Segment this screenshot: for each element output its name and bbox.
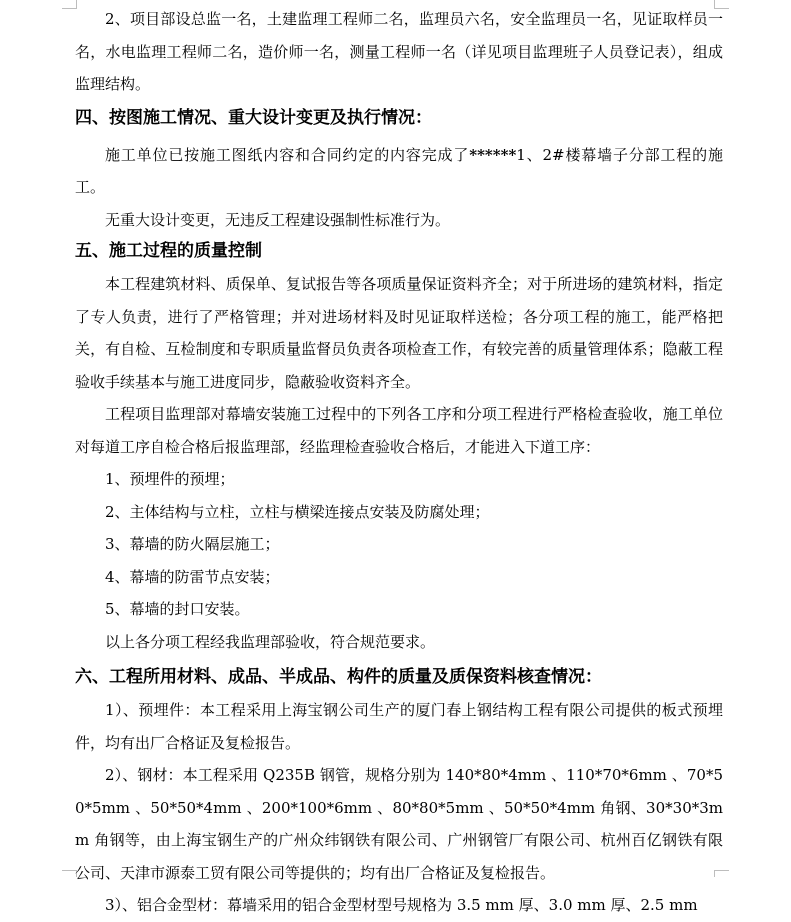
list-item: 2、主体结构与立柱，立柱与横梁连接点安装及防腐处理；	[105, 502, 490, 521]
paragraph-steel: 2）、钢材：本工程采用 Q235B 钢管，规格分别为 140*80*4mm 、110*70*6mm 、70*50*5mm 、50*50*4mm 、200*100*6mm 、80*80*5mm 、50*50*4mm 角钢、30*30*3mm 角钢等，由上海宝钢生产的广州众纬钢铁有限公司、广州钢管厂有限公司、杭州百亿钢铁有限公司、天津市源泰工贸有限公司等提供的；均有出厂合格证及复检报告。	[75, 766, 723, 882]
heading-section-4: 四、按图施工情况、重大设计变更及执行情况：	[75, 107, 432, 128]
paragraph-inspection-process: 工程项目监理部对幕墙安装施工过程中的下列各工序和分项工程进行严格检查验收，施工单位对每道工序自检合格后报监理部，经监理检查验收合格后，才能进入下道工序：	[75, 405, 723, 456]
construction-complete-suffix: 1、2#楼幕墙子分部工程的施工。	[75, 145, 723, 196]
document-body	[75, 3, 723, 922]
list-item: 5、幕墙的封口安装。	[105, 600, 250, 618]
list-item: 4、幕墙的防雷节点安装；	[105, 567, 280, 586]
construction-complete-prefix: 施工单位已按施工图纸内容和合同约定的内容完成了	[105, 145, 470, 164]
heading-section-5: 五、施工过程的质量控制	[75, 241, 262, 261]
paragraph-no-design-change: 无重大设计变更，无违反工程建设强制性标准行为。	[105, 210, 451, 229]
paragraph-construction-complete	[75, 139, 723, 204]
heading-section-6: 六、工程所用材料、成品、半成品、构件的质量及质保资料核查情况：	[75, 667, 602, 687]
redacted-project-name: ******	[469, 145, 517, 164]
paragraph-staff: 2、项目部设总监一名，土建监理工程师二名，监理员六名，安全监理员一名，见证取样员一名，水电监理工程师二名，造价师一名，测量工程师一名（详见项目监理班子人员登记表），组成监理结构。	[75, 10, 723, 93]
list-item: 1、预埋件的预埋；	[105, 470, 235, 488]
list-item: 3、幕墙的防火隔层施工；	[105, 535, 280, 553]
paragraph-aluminum: 3）、铝合金型材：幕墙采用的铝合金型材型号规格为 3.5 mm 厚、3.0 mm 厚、2.5 mm	[105, 896, 698, 914]
paragraph-material-management: 本工程建筑材料、质保单、复试报告等各项质量保证资料齐全；对于所进场的建筑材料，指定了专人负责，进行了严格管理；并对进场材料及时见证取样送检；各分项工程的施工，能严格把关，有自检、互检制度和专职质量监督员负责各项检查工作，有较完善的质量管理体系；隐蔽工程验收手续基本与施工进度同步，隐蔽验收资料齐全。	[75, 275, 723, 391]
paragraph-conformance: 以上各分项工程经我监理部验收，符合规范要求。	[105, 632, 436, 651]
paragraph-embedded-parts: 1）、预埋件：本工程采用上海宝钢公司生产的厦门春上钢结构工程有限公司提供的板式预埋件，均有出厂合格证及复检报告。	[75, 701, 723, 752]
